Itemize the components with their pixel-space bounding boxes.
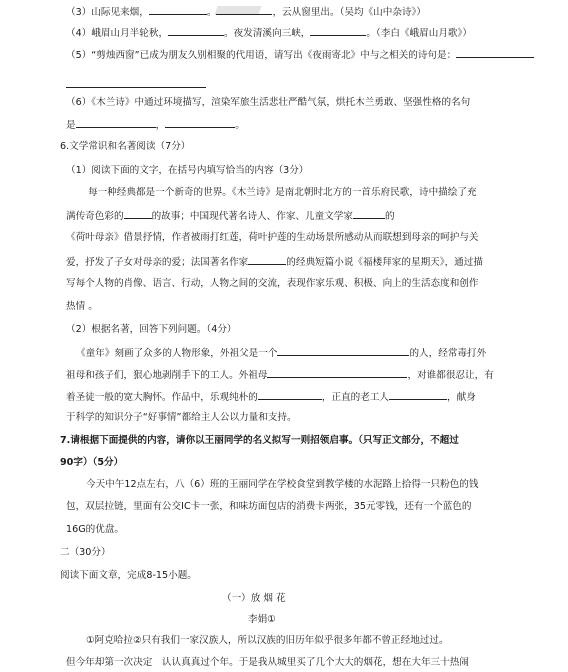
paragraph-line: 包，双层拉链，里面有公交IC卡一张，和味坊面包店的消费卡两张，35元零钱，还有一个蓝色的 [66,501,472,512]
article-title: （一）放 烟 花 [222,593,286,604]
paragraph-line [66,254,483,269]
text: ， [155,120,166,131]
question-6-line [66,96,470,109]
subquestion-2-header: （2）根据名著，回答下列问题。（4分） [66,324,237,335]
answer-blank[interactable] [353,208,385,219]
text: 的经典短篇小说《福楼拜家的星期天》，通过描 [286,257,483,268]
text: （6）《木兰诗》中通过环境描写，渲染军旅生活悲壮严酷气氛，烘托木兰勇敢、坚强性格的名句 [66,97,471,108]
paragraph-line: 热情 。 [66,301,98,312]
paragraph-line [66,208,395,223]
question-7-title: 7.请根据下面提供的内容，请你以王丽同学的名义拟写一则招领启事。（只写正文部分，不超过 [60,435,459,446]
text: 的故事；中国现代著名诗人、作家、儿童文学家 [151,211,354,222]
question-4-line [66,25,472,40]
answer-blank[interactable] [258,389,322,400]
text: 满传奇色彩的 [66,211,124,222]
text: 。 [206,7,217,18]
article-paragraph: 但今年却第一次决定 认认真真过个年。于是我从城里买了几个大大的烟花，想在大年三十热闹 [66,657,469,668]
answer-blank[interactable] [248,254,286,265]
text: （5）“剪烛西窗”已成为朋友久别相聚的代用语，请写出《夜雨寄北》中与之相关的诗句是： [66,50,457,61]
text: 是 [66,120,76,131]
question-6-line2 [66,117,245,132]
paragraph-line: 每一种经典都是一个新奇的世界。《木兰诗》是南北朝时北方的一首乐府民歌，诗中描绘了充 [88,187,477,198]
answer-blank[interactable] [267,367,407,378]
answer-blank[interactable] [149,4,207,15]
text: 《童年》刻画了众多的人物形象，外祖父是一个 [76,348,278,359]
answer-blank[interactable] [277,345,409,356]
answer-blank[interactable] [124,208,152,219]
subquestion-1-header: （1）阅读下面的文字，在括号内填写恰当的内容（3分） [66,165,309,176]
text: 。（李白《峨眉山月歌》） [366,28,472,39]
text: ，正直的老工人 [321,392,390,403]
part-2-title: 二（30分） [60,547,111,558]
text: 着圣徒一般的宽大胸怀。作品中，乐观纯朴的 [66,392,258,403]
article-author: 李娟① [248,614,276,625]
answer-blank[interactable] [168,25,224,36]
text: ，献身 [447,392,476,403]
text: ，云从窗里出。（吴均《山中杂诗》） [272,7,426,18]
answer-blank[interactable] [310,25,366,36]
answer-blank[interactable] [216,4,272,15]
paragraph-line: 16G的优盘。 [66,524,125,535]
paragraph-line [66,367,494,382]
text: （3）山际见来烟， [66,7,149,18]
paragraph-line [66,389,476,404]
answer-blank[interactable] [76,117,156,128]
answer-blank[interactable] [165,117,235,128]
question-5-line [66,47,534,62]
answer-blank[interactable] [456,47,534,58]
answer-blank[interactable] [66,77,206,88]
text: 。夜发清溪向三峡， [224,28,311,39]
question-7-title-line2: 90字）（5分） [60,457,124,468]
text: 的 [385,211,395,222]
part-2-instruction: 阅读下面文章，完成8-15小题。 [60,570,197,581]
question-3-line [66,4,426,19]
text: （4）峨眉山月半轮秋， [66,28,169,39]
question-5-line2 [66,77,206,92]
paragraph-line: 于科学的知识分子“好事情”都给主人公以力量和支持。 [66,412,297,423]
paragraph-line: 写每个人物的肖像、语言、行动，人物之间的交流，表现作家乐观、积极、向上的生活态度和创作 [66,278,479,289]
paragraph-line: 《荷叶母亲》借景抒情，作者被雨打红莲，荷叶护莲的生动场景所感动从而联想到母亲的呵护与关 [66,232,479,243]
section-6-title: 6.文学常识和名著阅读（7分） [60,141,191,152]
text: 爱，抒发了子女对母亲的爱；法国著名作家 [66,257,249,268]
text: ，对谁都很忍让，有 [407,370,494,381]
article-paragraph: ①阿克哈拉②只有我们一家汉族人，所以汉族的旧历年似乎很多年都不曾正经地过过。 [86,635,449,646]
text: 的人，经常毒打外 [409,348,487,359]
paragraph-line [76,345,486,360]
answer-blank[interactable] [389,389,447,400]
text: 祖母和孩子们，狠心地剥削手下的工人。外祖母 [66,370,268,381]
paragraph-line: 今天中午12点左右，八（6）班的王丽同学在学校食堂到教学楼的水泥路上拾得一只粉色的钱 [86,479,479,490]
text: 。 [235,120,245,131]
